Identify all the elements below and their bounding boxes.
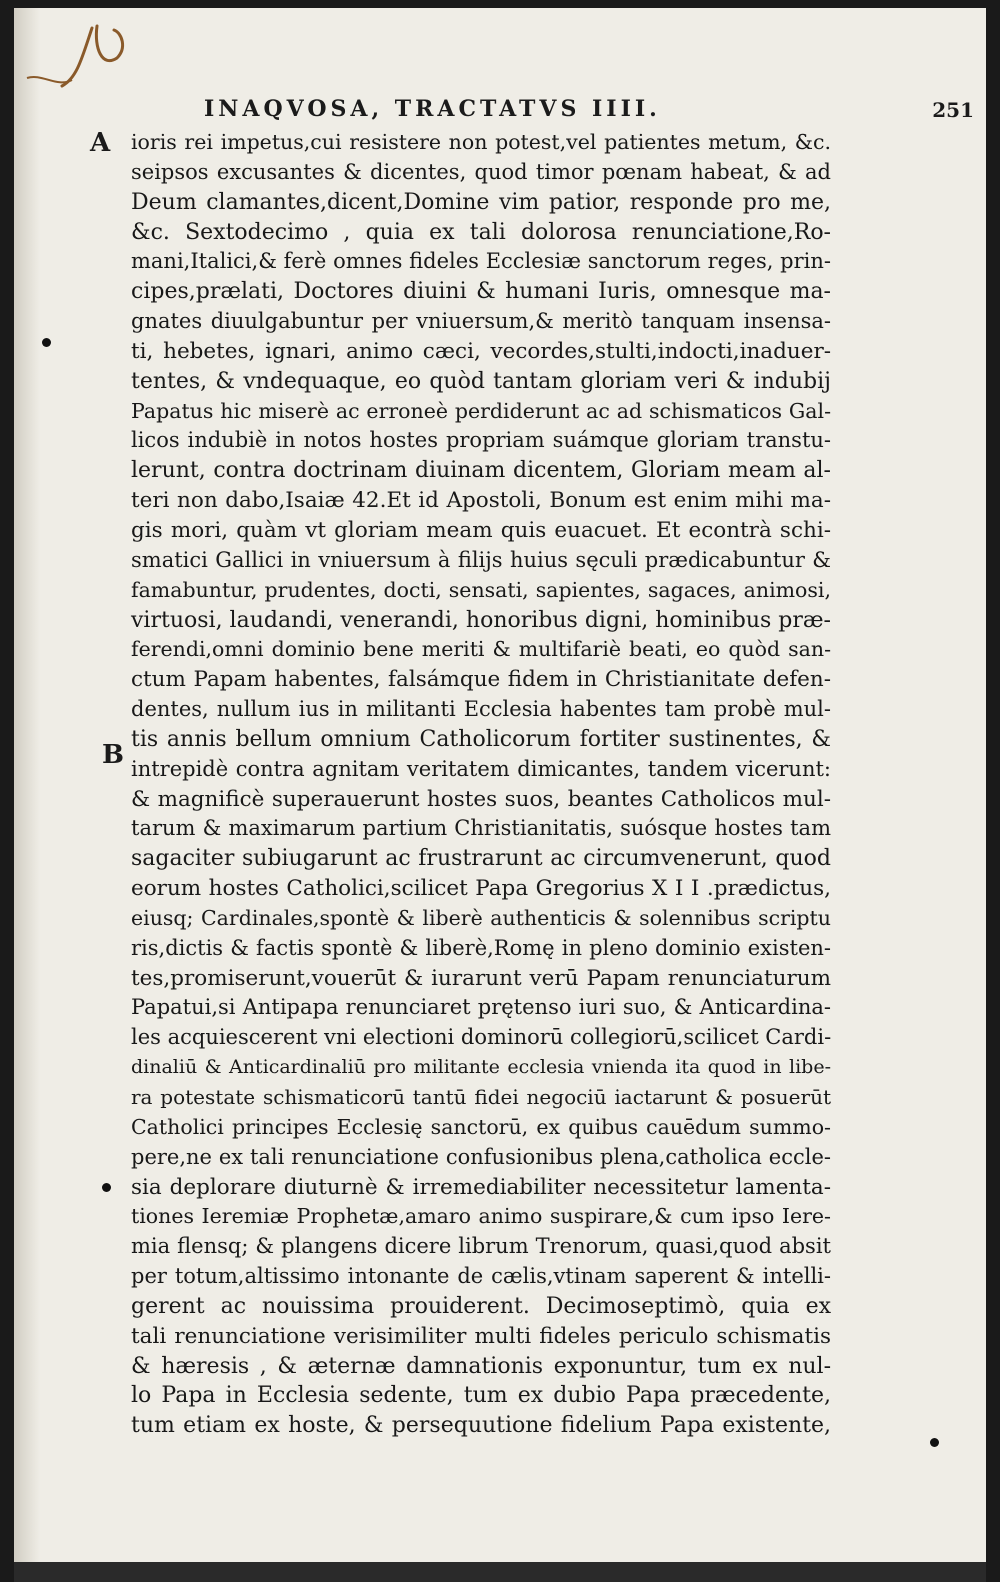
text-line: tis annis bellum omnium Catholicorum fortiter sustinentes, & xyxy=(131,726,831,752)
text-line: & hæresis , & æternæ damnationis exponuntur, tum ex nul- xyxy=(131,1353,831,1379)
text-line: sagaciter subiugarunt ac frustrarunt ac circumvenerunt, quod xyxy=(131,846,831,872)
text-line: ra potestate schismaticorū tantū fidei negociū iactarunt & posuerūt xyxy=(131,1085,831,1109)
text-line: cipes,prælati, Doctores diuini & humani Iuris, omnesque ma- xyxy=(131,279,831,305)
text-line: tarum & maximarum partium Christianitatis, suósque hostes tam xyxy=(131,816,831,841)
running-head-title: INAQVOSA, TRACTATVS IIII. xyxy=(204,96,661,122)
scanner-edge xyxy=(14,1562,986,1582)
text-line: mia flensq; & plangens dicere librum Trenorum, quasi,quod absit xyxy=(131,1234,831,1259)
text-line: ris,dictis & factis spontè & liberè,Romę in pleno dominio existen- xyxy=(131,935,831,960)
text-line: seipsos excusantes & dicentes, quod timor pœnam habeat, & ad xyxy=(131,159,831,184)
margin-dot-mark xyxy=(930,1438,939,1447)
text-line: dinaliū & Anticardinaliū pro militante ecclesia vnienda ita quod in libe- xyxy=(131,1056,831,1079)
text-line: ferendi,omni dominio bene meriti & multifariè beati, eo quòd san- xyxy=(131,637,831,662)
text-line: tes,promiserunt,vouerūt & iurarunt verū Papam renunciaturum xyxy=(131,965,831,991)
text-line: mani,Italici,& ferè omnes fideles Ecclesiæ sanctorum reges, prin- xyxy=(131,249,831,274)
text-line: ioris rei impetus,cui resistere non potest,vel patientes metum, &c. xyxy=(131,130,831,154)
text-line: & magnificè superauerunt hostes suos, beantes Catholicos mul- xyxy=(131,786,831,812)
text-line: pere,ne ex tali renunciatione confusionibus plena,catholica eccle- xyxy=(131,1144,831,1169)
margin-dot-mark xyxy=(42,338,51,347)
text-line: per totum,altissimo intonante de cælis,vtinam saperent & intelli- xyxy=(131,1264,831,1289)
text-line: Papatus hic miserè ac erroneè perdiderunt ac ad schismaticos Gal- xyxy=(131,398,831,423)
running-head xyxy=(204,96,984,126)
text-line: &c. Sextodecimo , quia ex tali dolorosa renunciatione,Ro- xyxy=(131,219,831,245)
book-page xyxy=(14,8,986,1568)
text-line: eiusq; Cardinales,spontè & liberè authenticis & solennibus scriptu xyxy=(131,905,831,930)
text-line: smatici Gallici in vniuersum à filijs huius sęculi prædicabuntur & xyxy=(131,547,831,572)
body-text xyxy=(131,128,831,1441)
text-line: virtuosi, laudandi, venerandi, honoribus digni, hominibus præ- xyxy=(131,607,831,633)
text-line: tentes, & vndequaque, eo quòd tantam gloriam veri & indubij xyxy=(131,368,831,394)
text-line: lo Papa in Ecclesia sedente, tum ex dubio Papa præcedente, xyxy=(131,1383,831,1409)
text-line: ctum Papam habentes, falsámque fidem in Christianitate defen- xyxy=(131,667,831,693)
text-line: Deum clamantes,dicent,Domine vim patior, responde pro me, xyxy=(131,189,831,215)
margin-letter-b: B xyxy=(102,740,124,770)
text-line: famabuntur, prudentes, docti, sensati, sapientes, sagaces, animosi, xyxy=(131,577,831,602)
handwritten-mark-icon xyxy=(22,18,132,93)
text-line: gerent ac nouissima prouiderent. Decimoseptimò, quia ex xyxy=(131,1293,831,1319)
text-line: tiones Ieremiæ Prophetæ,amaro animo suspirare,& cum ipso Iere- xyxy=(131,1204,831,1229)
page-number: 251 xyxy=(932,98,974,122)
text-line: ti, hebetes, ignari, animo cæci, vecordes,stulti,indocti,inaduer- xyxy=(131,338,831,364)
text-line: sia deplorare diuturnè & irremediabiliter necessitetur lamenta- xyxy=(131,1174,831,1200)
text-line: lerunt, contra doctrinam diuinam dicentem, Gloriam meam al- xyxy=(131,458,831,484)
text-line: Papatui,si Antipapa renunciaret prętenso iuri suo, & Anticardina- xyxy=(131,995,831,1020)
text-line: intrepidè contra agnitam veritatem dimicantes, tandem vicerunt: xyxy=(131,756,831,781)
text-line: les acquiescerent vni electioni dominorū collegiorū,scilicet Cardi- xyxy=(131,1025,832,1050)
text-line: tum etiam ex hoste, & persequutione fidelium Papa existente, xyxy=(131,1413,831,1439)
text-line: eorum hostes Catholici,scilicet Papa Gregorius X I I .prædictus, xyxy=(131,876,831,902)
margin-letter-a: A xyxy=(90,128,111,158)
text-line: gnates diuulgabuntur per vniuersum,& meritò tanquam insensa- xyxy=(131,309,831,334)
text-line: gis mori, quàm vt gloriam meam quis euacuet. Et econtrà schi- xyxy=(131,517,831,543)
text-line: dentes, nullum ius in militanti Ecclesia habentes tam probè mul- xyxy=(131,697,831,722)
margin-dot-mark xyxy=(102,1183,111,1192)
text-line: Catholici principes Ecclesię sanctorū, ex quibus cauēdum summo- xyxy=(131,1114,831,1139)
text-line: tali renunciatione verisimiliter multi fideles periculo schismatis xyxy=(131,1323,831,1349)
text-line: teri non dabo,Isaiæ 42.Et id Apostoli, Bonum est enim mihi ma- xyxy=(131,488,831,514)
text-line: licos indubiè in notos hostes propriam suámque gloriam transtu- xyxy=(131,428,831,453)
